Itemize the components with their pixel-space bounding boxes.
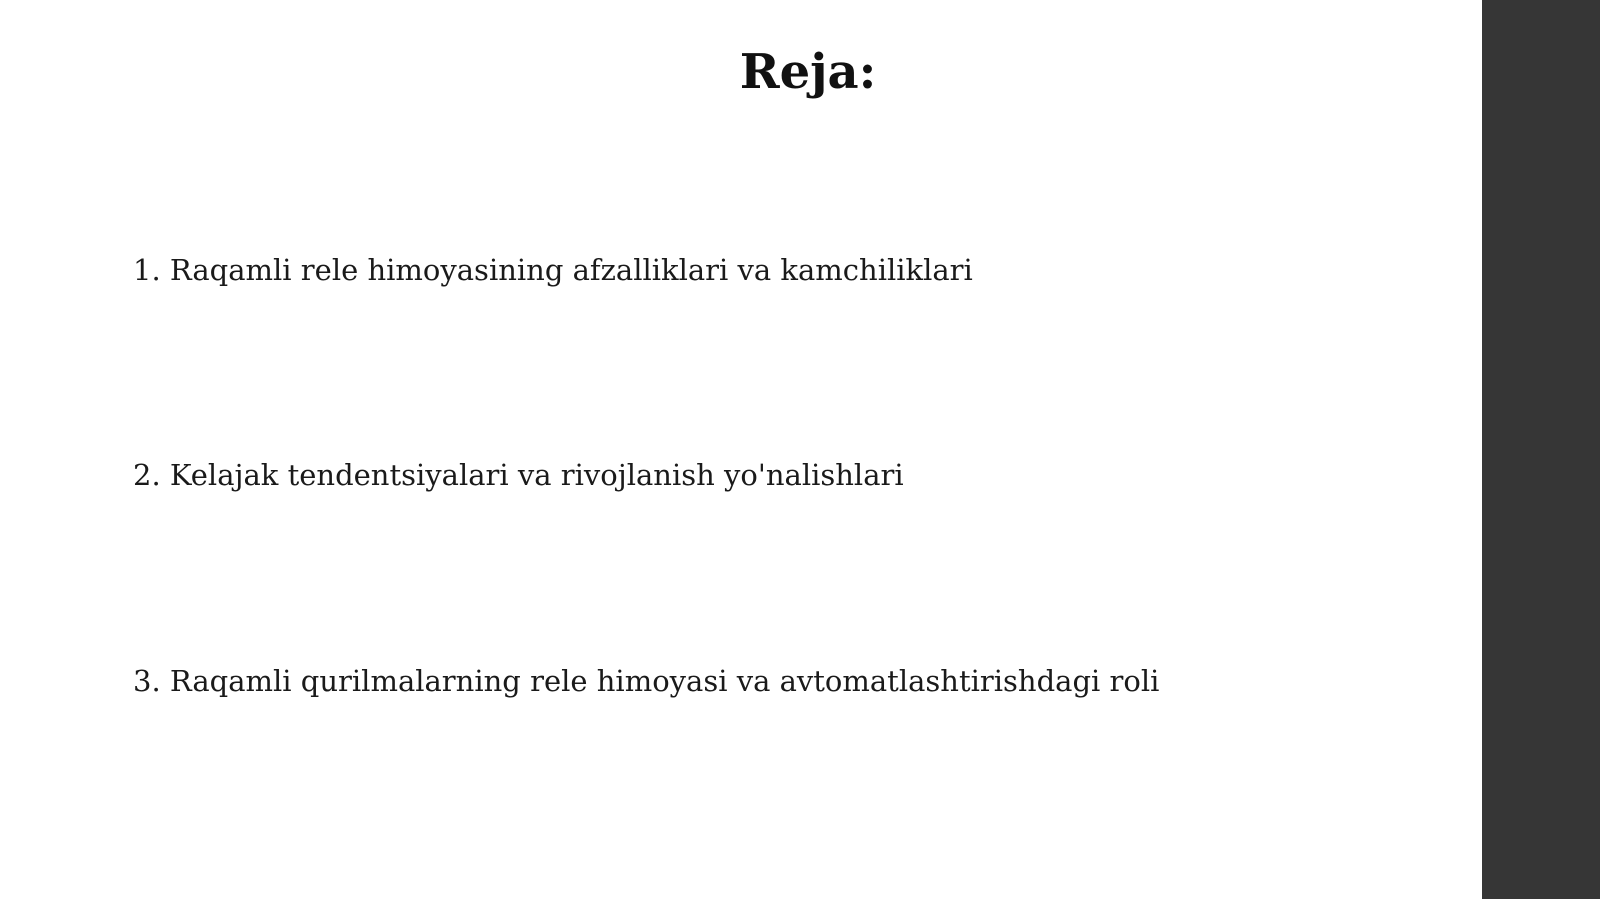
plan-item-2: 2. Kelajak tendentsiyalari va rivojlanish yo'nalishlari [133, 458, 904, 492]
plan-item-1: 1. Raqamli rele himoyasining afzalliklari va kamchiliklari [133, 253, 973, 287]
plan-item-3: 3. Raqamli qurilmalarning rele himoyasi va avtomatlashtirishdagi roli [133, 664, 1160, 698]
slide-title: Reja: [739, 44, 877, 100]
side-panel [1482, 0, 1600, 899]
